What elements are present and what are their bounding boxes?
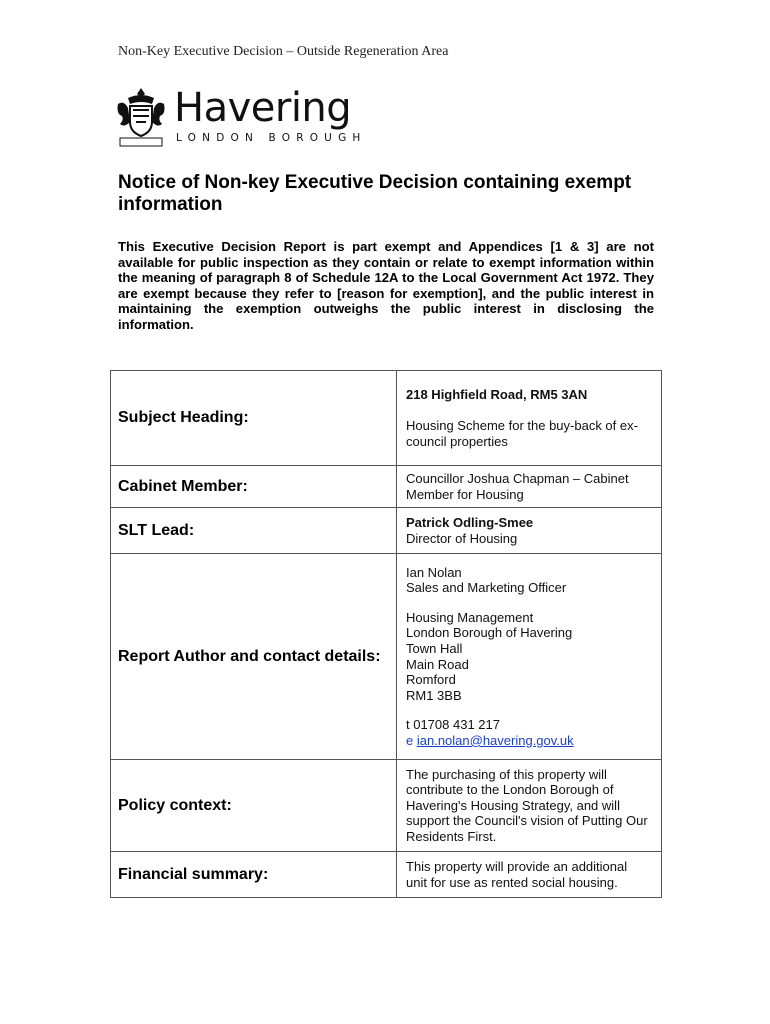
author-address-line: RM1 3BB xyxy=(406,687,462,703)
author-phone: t 01708 431 217 xyxy=(406,717,500,733)
slt-lead-value xyxy=(397,508,662,554)
logo-wordmark: Havering xyxy=(174,85,352,131)
author-address-line: London Borough of Havering xyxy=(406,625,573,641)
table-row xyxy=(111,371,662,466)
cabinet-member-label: Cabinet Member: xyxy=(111,466,397,508)
financial-summary-label: Financial summary: xyxy=(111,852,397,898)
running-header: Non-Key Executive Decision – Outside Regeneration Area xyxy=(118,44,449,59)
havering-logo xyxy=(116,86,396,152)
slt-lead-role: Director of Housing xyxy=(406,530,518,546)
coat-of-arms-icon xyxy=(116,86,166,148)
slt-lead-label: SLT Lead: xyxy=(111,508,397,554)
author-email-line xyxy=(406,733,651,749)
subject-heading-value xyxy=(397,371,662,466)
subject-address: 218 Highfield Road, RM5 3AN xyxy=(406,386,588,402)
table-row xyxy=(111,852,662,898)
table-row xyxy=(111,466,662,508)
subject-description: Housing Scheme for the buy-back of ex-council properties xyxy=(406,418,638,449)
author-role: Sales and Marketing Officer xyxy=(406,580,567,596)
author-address-line: Romford xyxy=(406,672,456,688)
author-address-line: Main Road xyxy=(406,656,469,672)
page-title: Notice of Non-key Executive Decision containing exempt information xyxy=(118,172,632,215)
author-email-link[interactable]: ian.nolan@havering.gov.uk xyxy=(416,732,574,748)
table-row xyxy=(111,760,662,852)
decision-details-table xyxy=(110,370,662,898)
subject-heading-label: Subject Heading: xyxy=(111,371,397,466)
table-row xyxy=(111,554,662,760)
exempt-notice: This Executive Decision Report is part exempt and Appendices [1 & 3] are not available for public inspection as they contain or relate to exempt information within the meaning of paragraph 8 of Schedule 12A to the Local Government Act 1972. They are exempt because they refer to [reason for exemption], and the public interest in maintaining the exemption outweighs the public interest in disclosing the information. xyxy=(118,239,654,332)
financial-summary-value: This property will provide an additional unit for use as rented social housing. xyxy=(397,852,662,898)
policy-context-label: Policy context: xyxy=(111,760,397,852)
author-name: Ian Nolan xyxy=(406,564,462,580)
author-address-line: Town Hall xyxy=(406,640,463,656)
slt-lead-name: Patrick Odling-Smee xyxy=(406,514,534,530)
cabinet-member-value: Councillor Joshua Chapman – Cabinet Member for Housing xyxy=(397,466,662,508)
report-author-label: Report Author and contact details: xyxy=(111,554,397,760)
logo-subtitle: LONDON BOROUGH xyxy=(176,132,367,144)
author-address-line: Housing Management xyxy=(406,609,534,625)
report-author-value xyxy=(397,554,662,760)
policy-context-value: The purchasing of this property will contribute to the London Borough of Havering's Housing Strategy, and will support the Council's vision of Putting Our Residents First. xyxy=(397,760,662,852)
email-prefix: e xyxy=(406,732,414,748)
table-row xyxy=(111,508,662,554)
